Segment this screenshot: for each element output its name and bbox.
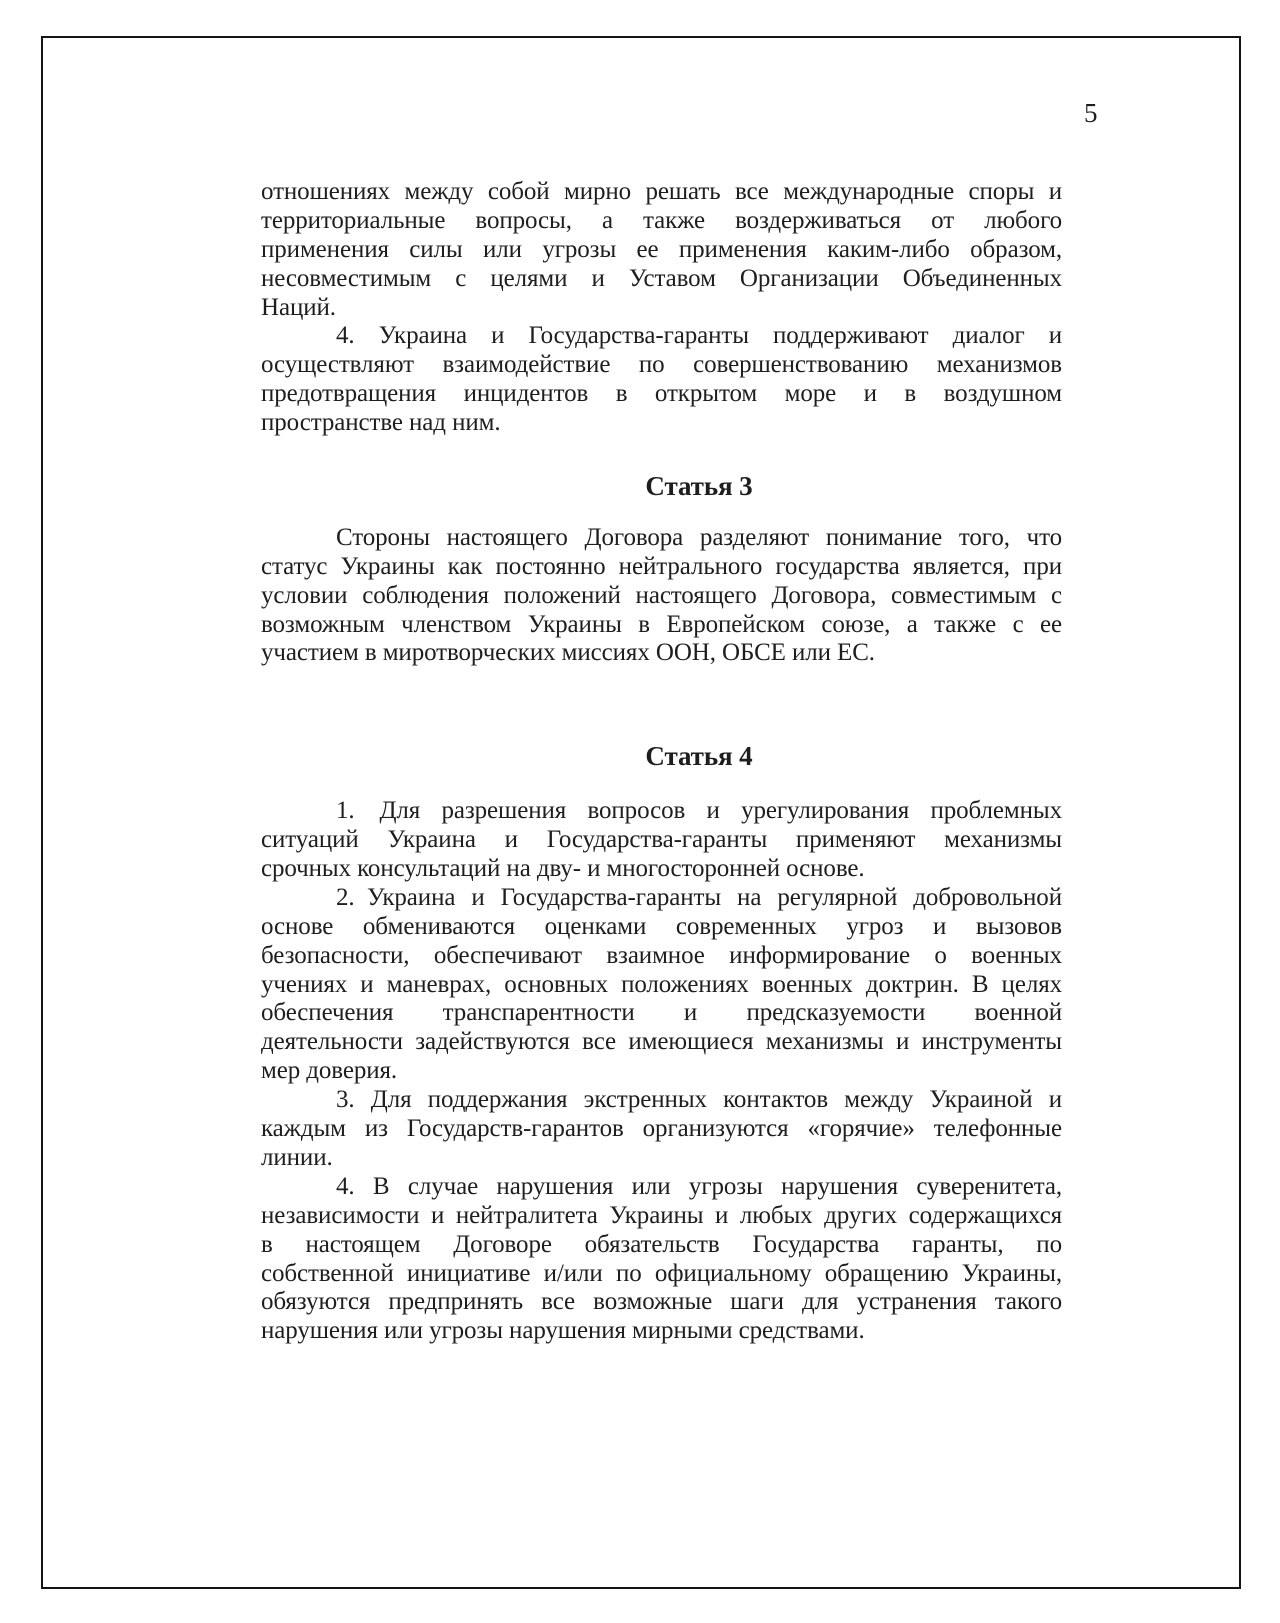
article-heading: Статья 4 bbox=[645, 741, 753, 772]
document-body bbox=[261, 178, 1062, 1346]
text-line: ситуаций Украина и Государства-гаранты применяют механизмы bbox=[261, 826, 1062, 854]
paragraph bbox=[261, 1173, 1062, 1346]
paragraph bbox=[261, 884, 1062, 1086]
text-line: 3. Для поддержания экстренных контактов между Украиной и bbox=[336, 1086, 1062, 1114]
text-line: основе обмениваются оценками современных угроз и вызовов bbox=[261, 912, 1062, 940]
text-line: срочных консультаций на дву- и многосторонней основе. bbox=[261, 855, 865, 883]
paragraph bbox=[261, 524, 1062, 668]
paragraph bbox=[261, 178, 1062, 322]
text-line: 2. Украина и Государства-гаранты на регулярной добровольной bbox=[336, 883, 1062, 911]
text-line: осуществляют взаимодействие по совершенствованию механизмов bbox=[261, 351, 1062, 379]
text-line: Стороны настоящего Договора разделяют понимание того, что bbox=[336, 523, 1062, 551]
article-heading: Статья 3 bbox=[645, 471, 753, 502]
text-line: деятельности задействуются все имеющиеся механизмы и инструменты bbox=[261, 1028, 1062, 1056]
text-line: 4. В случае нарушения или угрозы нарушения суверенитета, bbox=[336, 1172, 1062, 1200]
text-line: обязуются предпринять все возможные шаги для устранения такого bbox=[261, 1288, 1062, 1316]
text-line: мер доверия. bbox=[261, 1057, 398, 1085]
text-line: отношениях между собой мирно решать все международные споры и bbox=[261, 178, 1062, 205]
text-line: независимости и нейтралитета Украины и любых других содержащихся bbox=[261, 1201, 1062, 1229]
text-line: пространстве над ним. bbox=[261, 409, 501, 437]
paragraph bbox=[261, 1086, 1062, 1173]
text-line: линии. bbox=[261, 1143, 333, 1171]
text-line: безопасности, обеспечивают взаимное информирование о военных bbox=[261, 941, 1062, 969]
text-line: учениях и маневрах, основных положениях военных доктрин. В целях bbox=[261, 970, 1062, 998]
text-line: возможным членством Украины в Европейском союзе, а также с ее bbox=[261, 610, 1062, 638]
text-line: условии соблюдения положений настоящего Договора, совместимым с bbox=[261, 581, 1062, 609]
text-line: территориальные вопросы, а также воздерживаться от любого bbox=[261, 206, 1062, 234]
text-line: в настоящем Договоре обязательств Государства гаранты, по bbox=[261, 1230, 1062, 1258]
text-line: участием в миротворческих миссиях ООН, ОБСЕ или ЕС. bbox=[261, 639, 875, 667]
text-line: Наций. bbox=[261, 293, 336, 321]
text-line: применения силы или угрозы ее применения каким-либо образом, bbox=[261, 235, 1062, 263]
text-line: статус Украины как постоянно нейтрального государства является, при bbox=[261, 552, 1062, 580]
paragraph bbox=[261, 322, 1062, 438]
text-line: 1. Для разрешения вопросов и урегулирования проблемных bbox=[336, 797, 1062, 825]
page-number: 5 bbox=[1084, 98, 1098, 128]
text-line: обеспечения транспарентности и предсказуемости военной bbox=[261, 999, 1062, 1027]
text-line: нарушения или угрозы нарушения мирными средствами. bbox=[261, 1317, 865, 1345]
text-line: предотвращения инцидентов в открытом море и в воздушном bbox=[261, 380, 1062, 408]
text-line: несовместимым с целями и Уставом Организации Объединенных bbox=[261, 264, 1062, 292]
text-line: 4. Украина и Государства-гаранты поддерживают диалог и bbox=[336, 322, 1062, 350]
paragraph bbox=[261, 797, 1062, 884]
text-line: собственной инициативе и/или по официальному обращению Украины, bbox=[261, 1259, 1062, 1287]
text-line: каждым из Государств-гарантов организуются «горячие» телефонные bbox=[261, 1115, 1062, 1143]
